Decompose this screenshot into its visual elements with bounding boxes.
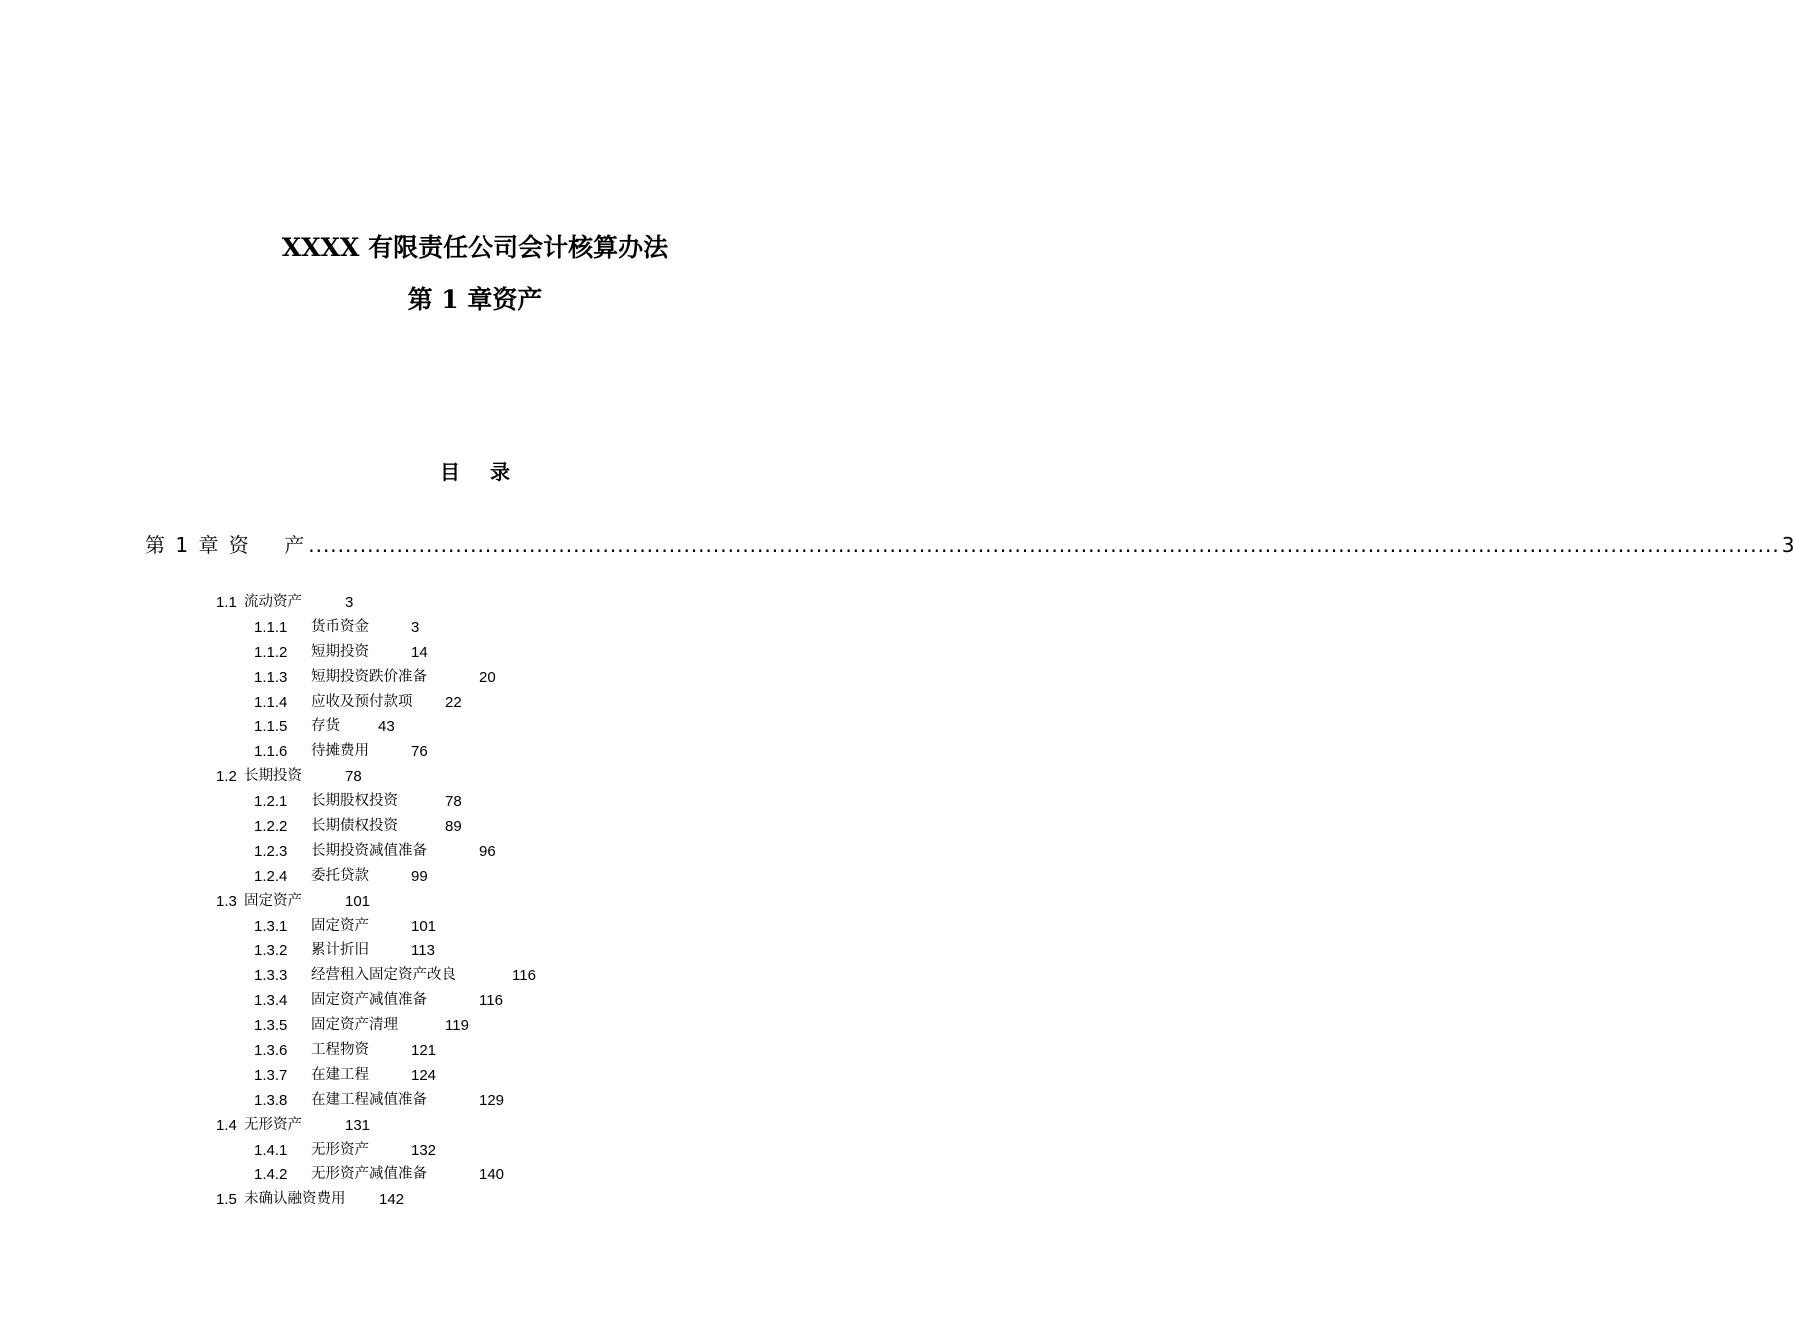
toc-entry-label: 累计折旧 xyxy=(311,942,369,959)
toc-entry-number: 1.4.2 xyxy=(254,1166,288,1184)
toc-entry[interactable] xyxy=(0,1088,950,1113)
toc-entry-number: 1.2.3 xyxy=(254,842,288,860)
toc-entry[interactable] xyxy=(0,789,950,814)
toc-entry[interactable] xyxy=(0,1013,950,1038)
toc-entry[interactable] xyxy=(0,590,950,615)
toc-entry-label: 长期投资减值准备 xyxy=(311,842,427,859)
toc-entry-number: 1.2.1 xyxy=(254,793,288,811)
toc-entry-number: 1.3.6 xyxy=(254,1042,288,1060)
toc-entry-label: 长期投资 xyxy=(244,768,302,785)
toc-chapter-entry[interactable] xyxy=(145,530,1794,560)
toc-entry[interactable] xyxy=(0,690,950,715)
document-title: XXXX 有限责任公司会计核算办法 xyxy=(281,233,669,262)
toc-entry-page: 140 xyxy=(479,1166,505,1184)
toc-entry-number: 1.3.2 xyxy=(254,942,288,960)
toc-entry-label: 短期投资跌价准备 xyxy=(311,668,427,685)
toc-entry[interactable] xyxy=(0,1113,950,1138)
toc-entry-page: 3 xyxy=(411,618,420,636)
toc-entry-label: 长期债权投资 xyxy=(311,818,398,835)
toc-entry-label: 存货 xyxy=(311,718,340,735)
toc-entry-page: 96 xyxy=(479,842,496,860)
toc-entry-page: 20 xyxy=(479,668,496,686)
toc-entry-page: 76 xyxy=(411,743,428,761)
toc-entry-label: 在建工程 xyxy=(311,1066,369,1083)
toc-entry[interactable] xyxy=(0,615,950,640)
toc-entry-page: 101 xyxy=(411,917,437,935)
toc-chapter-label: 第 1 章 资 产 xyxy=(145,533,307,557)
toc-entry-number: 1.4.1 xyxy=(254,1141,288,1159)
chapter-heading: 第 1 章资产 xyxy=(407,285,543,314)
toc-entry-page: 89 xyxy=(445,818,462,836)
toc-entry-number: 1.1.6 xyxy=(254,743,288,761)
toc-entry[interactable] xyxy=(0,764,950,789)
toc-entry-page: 119 xyxy=(445,1017,469,1035)
toc-entry-page: 101 xyxy=(345,892,371,910)
toc-entry-number: 1.2.2 xyxy=(254,818,288,836)
toc-entry-label: 固定资产 xyxy=(244,892,302,909)
toc-entry-number: 1.3.1 xyxy=(254,917,288,935)
toc-entry-label: 未确认融资费用 xyxy=(244,1191,346,1208)
toc-entry-label: 固定资产 xyxy=(311,917,369,934)
toc-entry[interactable] xyxy=(0,1162,950,1187)
toc-entry-page: 129 xyxy=(479,1091,505,1109)
toc-entry[interactable] xyxy=(0,739,950,764)
toc-entry[interactable] xyxy=(0,1038,950,1063)
toc-entry[interactable] xyxy=(0,1063,950,1088)
toc-entry-label: 无形资产减值准备 xyxy=(311,1166,427,1183)
toc-entry-label: 经营租入固定资产改良 xyxy=(311,967,456,984)
toc-entry-number: 1.5 xyxy=(216,1191,237,1209)
toc-entry-label: 无形资产 xyxy=(311,1141,369,1158)
toc-entry-page: 142 xyxy=(379,1191,405,1209)
toc-entry-number: 1.4 xyxy=(216,1116,237,1134)
toc-entry-label: 货币资金 xyxy=(311,618,369,635)
toc-entry-page: 3 xyxy=(345,594,354,611)
toc-entry-number: 1.1.5 xyxy=(254,718,288,736)
toc-entry-label: 在建工程减值准备 xyxy=(311,1091,427,1108)
toc-entry-number: 1.1.1 xyxy=(254,618,288,636)
toc-entry-number: 1.2 xyxy=(216,768,237,786)
toc-entry-number: 1.3.4 xyxy=(254,992,288,1010)
toc-entry-label: 应收及预付款项 xyxy=(311,693,413,710)
toc-entry-number: 1.1.3 xyxy=(254,668,288,686)
toc-entry[interactable] xyxy=(0,889,950,914)
toc-entry-page: 99 xyxy=(411,867,428,885)
toc-entry-page: 43 xyxy=(378,718,395,736)
toc-entry-number: 1.1 xyxy=(216,594,237,611)
toc-chapter-page: 3 xyxy=(1781,533,1794,557)
toc-entry[interactable] xyxy=(0,714,950,739)
toc-dot-leader: ........................................................................................................................................................................................................ xyxy=(308,533,1780,557)
toc-entry-number: 1.3 xyxy=(216,892,237,910)
toc-entry-number: 1.1.4 xyxy=(254,693,288,711)
toc-entry[interactable] xyxy=(0,938,950,963)
toc-entry-page: 116 xyxy=(479,992,503,1010)
toc-entry-number: 1.3.8 xyxy=(254,1091,288,1109)
toc-entry-page: 124 xyxy=(411,1066,437,1084)
toc-heading: 目录 xyxy=(440,460,540,484)
toc-entry-label: 流动资产 xyxy=(244,594,302,610)
toc-entry-label: 固定资产减值准备 xyxy=(311,992,427,1009)
toc-entry-page: 116 xyxy=(512,967,536,985)
toc-entry-number: 1.1.2 xyxy=(254,643,288,661)
toc-entry[interactable] xyxy=(0,665,950,690)
toc-entry-page: 113 xyxy=(411,942,435,960)
toc-entry[interactable] xyxy=(0,914,950,939)
toc-entry[interactable] xyxy=(0,963,950,988)
toc-entry-number: 1.3.5 xyxy=(254,1017,288,1035)
toc-entry-page: 121 xyxy=(411,1042,437,1060)
toc-entry-page: 131 xyxy=(345,1116,371,1134)
toc-entry-page: 14 xyxy=(411,643,428,661)
toc-entry-label: 短期投资 xyxy=(311,643,369,660)
toc-entry-label: 固定资产清理 xyxy=(311,1017,398,1034)
toc-entry-number: 1.2.4 xyxy=(254,867,288,885)
toc-entry-label: 工程物资 xyxy=(311,1042,369,1059)
toc-entry-label: 长期股权投资 xyxy=(311,793,398,810)
toc-entry-label: 委托贷款 xyxy=(311,867,369,884)
toc-entry[interactable] xyxy=(0,1138,950,1163)
toc-entry[interactable] xyxy=(0,864,950,889)
toc-entry-label: 无形资产 xyxy=(244,1116,302,1133)
toc-list xyxy=(0,590,950,1212)
toc-entry-page: 78 xyxy=(445,793,462,811)
toc-entry[interactable] xyxy=(0,988,950,1013)
toc-entry-number: 1.3.3 xyxy=(254,967,288,985)
toc-entry-number: 1.3.7 xyxy=(254,1066,288,1084)
toc-entry-page: 132 xyxy=(411,1141,437,1159)
toc-entry-page: 22 xyxy=(445,693,462,711)
toc-entry[interactable] xyxy=(0,640,950,665)
toc-entry[interactable] xyxy=(0,839,950,864)
toc-entry-page: 78 xyxy=(345,768,362,786)
toc-entry[interactable] xyxy=(0,1187,950,1212)
toc-entry[interactable] xyxy=(0,814,950,839)
toc-entry-label: 待摊费用 xyxy=(311,743,369,760)
